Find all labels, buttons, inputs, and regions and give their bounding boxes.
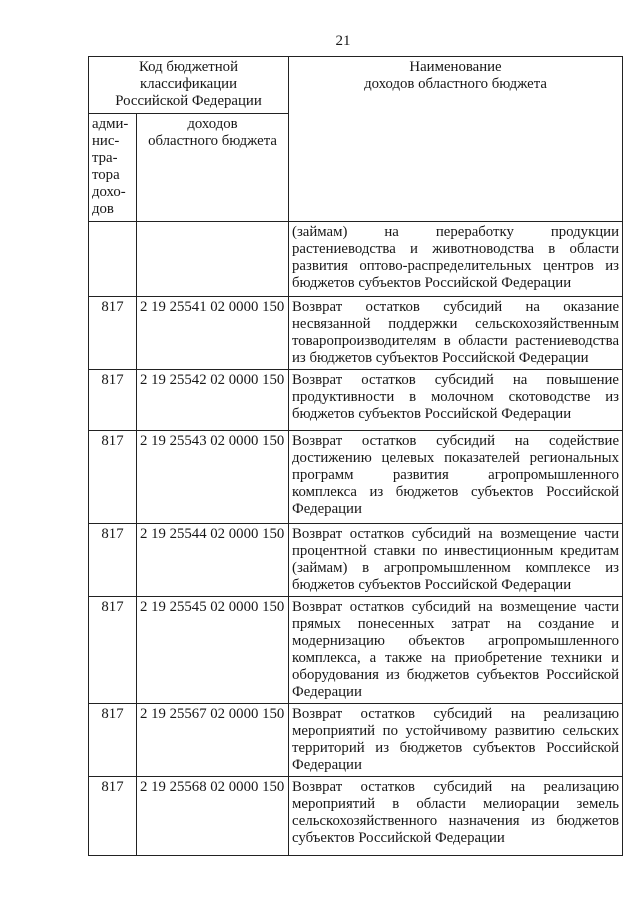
text-line: модернизацию объектов агропромышленного: [292, 633, 620, 649]
text-line: Наименование: [409, 59, 502, 75]
text-line: Федерации: [292, 757, 362, 773]
text-line: из бюджетов субъектов Российской Федерации: [292, 350, 589, 366]
text-line: классификации: [140, 76, 237, 92]
text-line: территорий из бюджетов субъектов Российской: [292, 740, 620, 756]
income-name-cell: [289, 370, 623, 431]
admin-code-cell: [89, 222, 137, 297]
income-code-cell: [137, 222, 289, 297]
income-code-cell: 2 19 25567 02 0000 150: [137, 704, 289, 777]
text-line: сельскохозяйственного назначения из бюджетов: [292, 813, 620, 829]
text-line: Федерации: [292, 684, 362, 700]
admin-code-cell: 817: [89, 370, 137, 431]
table-row: [89, 297, 623, 370]
text-line: бюджетов субъектов Российской Федерации: [292, 406, 572, 422]
text-line: бюджетов субъектов Российской Федерации: [292, 275, 572, 291]
text-line: Возврат остатков субсидий на оказание: [292, 299, 620, 315]
text-line: Возврат остатков субсидий на повышение: [292, 372, 620, 388]
page-number: 21: [335, 33, 351, 49]
income-name-cell: [289, 777, 623, 856]
text-line: Код бюджетной: [139, 59, 238, 75]
text-line: адми-: [92, 116, 129, 132]
text-line: (займам) на переработку продукции: [292, 224, 620, 240]
income-table: [88, 56, 623, 856]
income-name-cell: [289, 597, 623, 704]
header-income-name: [289, 57, 623, 222]
text-line: развития оптово-распределительных центров из: [292, 258, 620, 274]
income-code-cell: 2 19 25544 02 0000 150: [137, 524, 289, 597]
text-line: комплекса из бюджетов субъектов Российской: [292, 484, 620, 500]
text-line: несвязанной поддержки сельскохозяйственным: [292, 316, 620, 332]
text-line: тра-: [92, 150, 118, 166]
text-line: Российской Федерации: [115, 93, 262, 109]
table-row: [89, 431, 623, 524]
text-line: продуктивности в молочном скотоводстве из: [292, 389, 620, 405]
text-line: товаропроизводителям в области растениеводства: [292, 333, 620, 349]
text-line: дов: [92, 201, 114, 217]
header-code-group: [89, 57, 289, 114]
income-code-cell: 2 19 25568 02 0000 150: [137, 777, 289, 856]
text-line: Возврат остатков субсидий на возмещение части: [292, 526, 620, 542]
admin-code-cell: 817: [89, 704, 137, 777]
header-admin-code: [89, 114, 137, 222]
text-line: программ развития агропромышленного: [292, 467, 620, 483]
text-line: доходов областного бюджета: [364, 76, 547, 92]
text-line: дохо-: [92, 184, 126, 200]
text-line: оборудования из бюджетов субъектов Российской: [292, 667, 620, 683]
admin-code-cell: 817: [89, 297, 137, 370]
text-line: мероприятий по устойчивому развитию сельских: [292, 723, 620, 739]
table-row: [89, 222, 623, 297]
text-line: Возврат остатков субсидий на реализацию: [292, 779, 620, 795]
text-line: комплекса, а также на приобретение техники и: [292, 650, 620, 666]
text-line: тора: [92, 167, 120, 183]
text-line: Возврат остатков субсидий на возмещение части: [292, 599, 620, 615]
table-row: [89, 777, 623, 856]
text-line: достижению целевых показателей региональных: [292, 450, 620, 466]
table-header-row: [89, 57, 623, 114]
income-code-cell: 2 19 25543 02 0000 150: [137, 431, 289, 524]
income-name-cell: [289, 431, 623, 524]
income-name-cell: [289, 222, 623, 297]
text-line: мероприятий в области мелиорации земель: [292, 796, 620, 812]
table-row: [89, 370, 623, 431]
text-line: Возврат остатков субсидий на содействие: [292, 433, 620, 449]
text-line: (займам) в агропромышленном комплексе из: [292, 560, 620, 576]
text-line: Федерации: [292, 501, 362, 517]
table-row: [89, 597, 623, 704]
text-line: нис-: [92, 133, 120, 149]
admin-code-cell: 817: [89, 524, 137, 597]
income-name-cell: [289, 704, 623, 777]
text-line: бюджетов субъектов Российской Федерации: [292, 577, 572, 593]
admin-code-cell: 817: [89, 597, 137, 704]
income-code-cell: 2 19 25541 02 0000 150: [137, 297, 289, 370]
income-code-cell: 2 19 25542 02 0000 150: [137, 370, 289, 431]
text-line: процентной ставки по инвестиционным кредитам: [292, 543, 620, 559]
header-income-code: [137, 114, 289, 222]
table-row: [89, 704, 623, 777]
text-line: растениеводства и животноводства в области: [292, 241, 620, 257]
admin-code-cell: 817: [89, 431, 137, 524]
income-name-cell: [289, 524, 623, 597]
text-line: прямых понесенных затрат на создание и: [292, 616, 620, 632]
income-name-cell: [289, 297, 623, 370]
text-line: доходов: [187, 116, 238, 132]
income-code-cell: 2 19 25545 02 0000 150: [137, 597, 289, 704]
text-line: Возврат остатков субсидий на реализацию: [292, 706, 620, 722]
text-line: областного бюджета: [148, 133, 277, 149]
table-row: [89, 524, 623, 597]
text-line: субъектов Российской Федерации: [292, 830, 505, 846]
admin-code-cell: 817: [89, 777, 137, 856]
